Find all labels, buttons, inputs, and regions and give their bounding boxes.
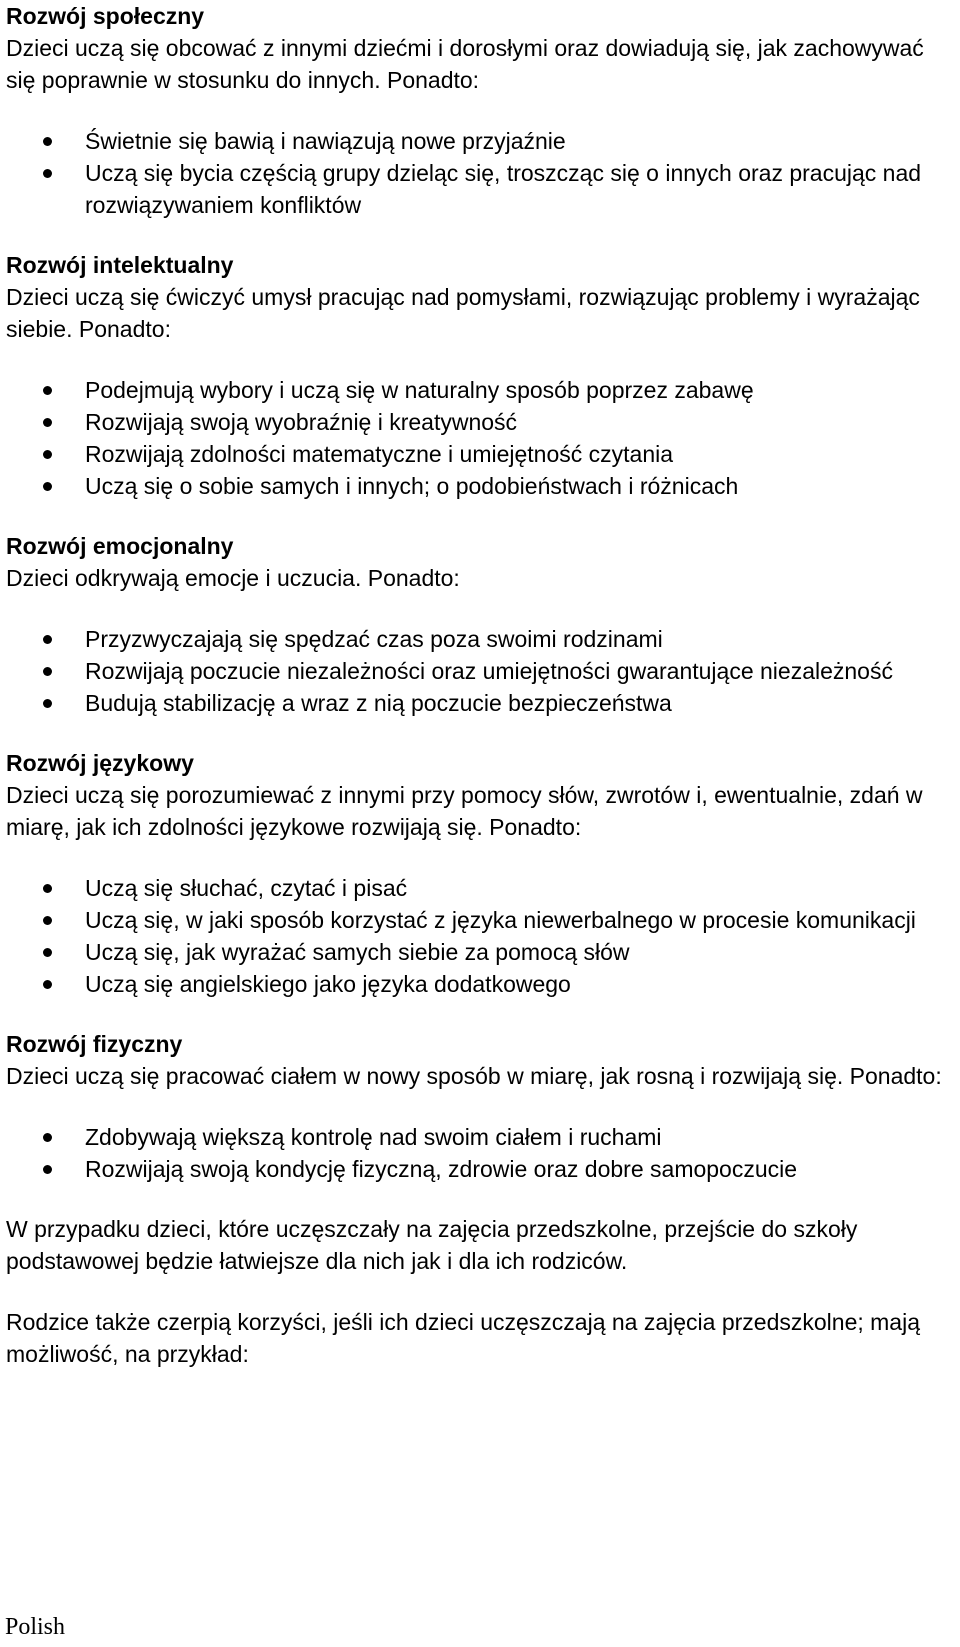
list-item-text: Uczą się słuchać, czytać i pisać <box>85 875 408 901</box>
list-item-text: Podejmują wybory i uczą się w naturalny sposób poprzez zabawę <box>85 377 754 403</box>
list-item <box>6 687 954 719</box>
list-item-text: Rozwijają swoją wyobraźnię i kreatywność <box>85 409 518 435</box>
section-intro: Dzieci odkrywają emocje i uczucia. Ponadto: <box>6 565 460 591</box>
list-item-text: Zdobywają większą kontrolę nad swoim ciałem i ruchami <box>85 1124 662 1150</box>
list-item <box>6 438 954 470</box>
paragraph-parents-benefits: Rodzice także czerpią korzyści, jeśli ich dzieci uczęszczają na zajęcia przedszkolne; mają możliwość, na przykład: <box>6 1309 920 1367</box>
list-item <box>6 623 954 655</box>
list-item-text: Uczą się o sobie samych i innych; o podobieństwach i różnicach <box>85 473 739 499</box>
bullet-icon <box>43 450 52 459</box>
list-item-text: Uczą się angielskiego jako języka dodatkowego <box>85 971 571 997</box>
footer-language-label: Polish <box>5 1614 66 1640</box>
bullet-icon <box>43 386 52 395</box>
list-item <box>6 157 954 221</box>
bullet-list <box>6 125 954 221</box>
list-item <box>6 936 954 968</box>
list-item <box>6 470 954 502</box>
paragraph-transition: W przypadku dzieci, które uczęszczały na zajęcia przedszkolne, przejście do szkoły podstawowej będzie łatwiejsze dla nich jak i dla ich rodziców. <box>6 1216 858 1274</box>
list-item <box>6 1121 954 1153</box>
list-item <box>6 968 954 1000</box>
section-emotional-development <box>6 530 954 747</box>
bullet-icon <box>43 980 52 989</box>
section-intro: Dzieci uczą się porozumiewać z innymi przy pomocy słów, zwrotów i, ewentualnie, zdań w miarę, jak ich zdolności językowe rozwijają się. Ponadto: <box>6 782 923 840</box>
list-item <box>6 406 954 438</box>
bullet-icon <box>43 1133 52 1142</box>
section-intro: Dzieci uczą się obcować z innymi dziećmi i dorosłymi oraz dowiadują się, jak zachowywać się poprawnie w stosunku do innych. Ponadto: <box>6 35 924 93</box>
bullet-icon <box>43 916 52 925</box>
list-item <box>6 374 954 406</box>
list-item-text: Rozwijają zdolności matematyczne i umiejętność czytania <box>85 441 674 467</box>
list-item <box>6 1153 954 1185</box>
bullet-icon <box>43 884 52 893</box>
bullet-icon <box>43 635 52 644</box>
list-item-text: Uczą się, jak wyrażać samych siebie za pomocą słów <box>85 939 630 965</box>
section-language-development <box>6 747 954 1028</box>
bullet-icon <box>43 169 52 178</box>
list-item-text: Rozwijają swoją kondycję fizyczną, zdrowie oraz dobre samopoczucie <box>85 1156 798 1182</box>
section-heading: Rozwój emocjonalny <box>6 533 234 559</box>
section-heading: Rozwój intelektualny <box>6 252 234 278</box>
bullet-icon <box>43 482 52 491</box>
bullet-icon <box>43 667 52 676</box>
section-heading: Rozwój językowy <box>6 750 194 776</box>
bullet-icon <box>43 137 52 146</box>
bullet-icon <box>43 418 52 427</box>
bullet-icon <box>43 948 52 957</box>
list-item-text: Rozwijają poczucie niezależności oraz umiejętności gwarantujące niezależność <box>85 658 893 684</box>
bullet-list <box>6 374 954 502</box>
list-item <box>6 904 954 936</box>
section-physical-development <box>6 1028 954 1213</box>
bullet-icon <box>43 699 52 708</box>
list-item-text: Budują stabilizację a wraz z nią poczucie bezpieczeństwa <box>85 690 672 716</box>
section-intellectual-development <box>6 249 954 530</box>
bullet-list <box>6 1121 954 1185</box>
section-intro: Dzieci uczą się pracować ciałem w nowy sposób w miarę, jak rosną i rozwijają się. Ponadto: <box>6 1063 942 1089</box>
list-item <box>6 872 954 904</box>
bullet-list <box>6 872 954 1000</box>
list-item-text: Uczą się, w jaki sposób korzystać z języka niewerbalnego w procesie komunikacji <box>85 907 916 933</box>
list-item <box>6 125 954 157</box>
section-heading: Rozwój społeczny <box>6 3 205 29</box>
document-body <box>6 0 954 1370</box>
section-heading: Rozwój fizyczny <box>6 1031 183 1057</box>
bullet-icon <box>43 1165 52 1174</box>
list-item-text: Przyzwyczajają się spędzać czas poza swoimi rodzinami <box>85 626 663 652</box>
bullet-list <box>6 623 954 719</box>
list-item-text: Świetnie się bawią i nawiązują nowe przyjaźnie <box>85 128 566 154</box>
section-social-development <box>6 0 954 249</box>
section-intro: Dzieci uczą się ćwiczyć umysł pracując nad pomysłami, rozwiązując problemy i wyrażając siebie. Ponadto: <box>6 284 920 342</box>
list-item-text: Uczą się bycia częścią grupy dzieląc się, troszcząc się o innych oraz pracując nad rozwiązywaniem konfliktów <box>85 160 922 218</box>
list-item <box>6 655 954 687</box>
